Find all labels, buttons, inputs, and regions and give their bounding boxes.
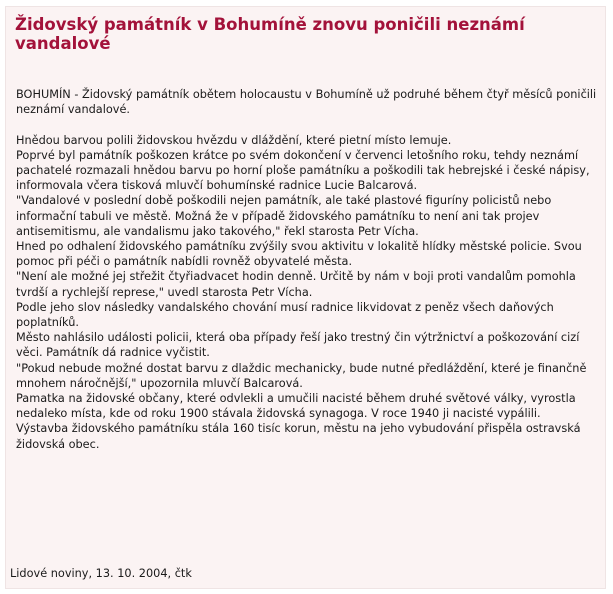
article-paragraph: Výstavba židovského památníku stála 160 tisíc korun, městu na jeho vybudování přispěla ostravská židovská obec. xyxy=(16,422,581,451)
article-paragraph: "Není ale možné jej střežit čtyřiadvacet hodin denně. Určitě by nám v boji proti vandalům pomohla tvrdší a rychlejší represe," uvedl starosta Petr Vícha. xyxy=(16,270,576,299)
article-paragraph: "Pokud nebude možné dostat barvu z dlaždic mechanicky, bude nutné předláždění, které je finančně mnohem náročnější," upozornila mluvčí Balcarová. xyxy=(16,361,587,390)
article-body xyxy=(16,87,601,452)
article-paragraph: Podle jeho slov následky vandalského chování musí radnice likvidovat z peněz všech daňových poplatníků. xyxy=(16,300,554,330)
article-frame xyxy=(5,6,606,589)
article-title: Židovský památník v Bohumíně znovu poničili neznámí vandalové xyxy=(15,15,525,53)
article-paragraph: Poprvé byl památník poškozen krátce po svém dokončení v červenci letošního roku, tehdy neznámí pachatelé rozmazali hnědou barvu po horní ploše památníku a poškodili tak hebrejské i české nápisy, informovala včera tisková mluvčí bohumínské radnice Lucie Balcarová. xyxy=(16,148,590,193)
article-source: Lidové noviny, 13. 10. 2004, čtk xyxy=(10,567,192,580)
article-lead: BOHUMÍN - Židovský památník obětem holocaustu v Bohumíně už podruhé během čtyř měsíců poničili neznámí vandalové. xyxy=(16,88,597,117)
article-paragraph: Hned po odhalení židovského památníku zvýšily svou aktivitu v lokalitě hlídky městské policie. Svou pomoc při péči o památník nabídli rovněž obyvatelé města. xyxy=(16,240,582,269)
article-paragraph: Pamatka na židovské občany, které odvlekli a umučili nacisté během druhé světové války, vyrostla nedaleko místa, kde od roku 1900 stávala židovská synagoga. V roce 1940 ji nacisté vypálili. xyxy=(16,392,576,421)
article-paragraph: Hnědou barvou polili židovskou hvězdu v dláždění, které pietní místo lemuje. xyxy=(16,133,452,147)
article-paragraph: "Vandalové v poslední době poškodili nejen památník, ale také plastové figuríny policistů nebo informační tabuli ve městě. Možná že v případě židovského památníku to není ani tak projev antisemitismu, ale vandalismu jako takového," řekl starosta Petr Vícha. xyxy=(16,194,552,238)
article-paragraph: Město nahlásilo události policii, která oba případy řeší jako trestný čin výtržnictví a poškozování cizí věci. Památník dá radnice vyčistit. xyxy=(16,331,580,360)
